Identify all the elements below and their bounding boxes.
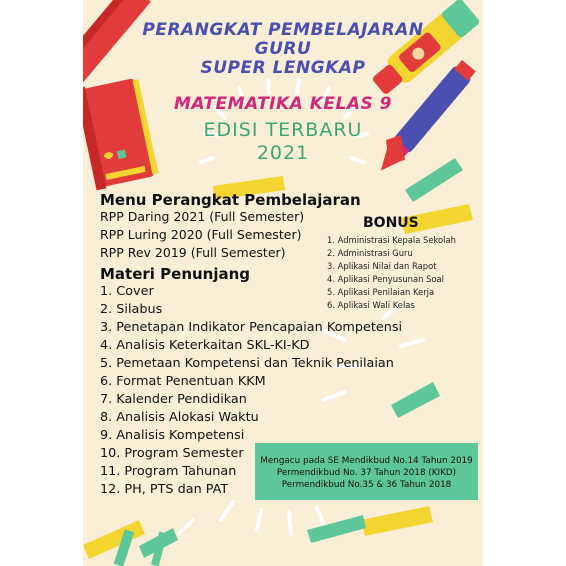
materi-item: 8. Analisis Alokasi Waktu [100, 410, 259, 425]
materi-item: 11. Program Tahunan [100, 464, 237, 479]
poster [83, 0, 483, 566]
materi-item: 2. Silabus [100, 302, 163, 317]
reference-line: Mengacu pada SE Mendikbud No.14 Tahun 2019 [260, 456, 473, 466]
reference-line: Permendikbud No. 37 Tahun 2018 (KIKD) [276, 468, 457, 478]
title-line-3: SUPER LENGKAP [200, 58, 366, 78]
materi-item: 4. Analisis Keterkaitan SKL-KI-KD [100, 338, 310, 353]
reference-box [255, 443, 478, 500]
title-line-2: GURU [254, 39, 312, 59]
menu-item: RPP Rev 2019 (Full Semester) [100, 245, 286, 260]
bonus-item: 3. Aplikasi Nilai dan Rapot [327, 261, 437, 271]
materi-item: 7. Kalender Pendidikan [100, 392, 247, 407]
materi-heading: Materi Penunjang [100, 265, 251, 283]
menu-item: RPP Daring 2021 (Full Semester) [100, 209, 305, 224]
bonus-item: 4. Aplikasi Penyusunan Soal [327, 274, 444, 284]
edition-line-1: EDISI TERBARU [203, 119, 363, 141]
materi-item: 3. Penetapan Indikator Pencapaian Kompetensi [100, 320, 403, 335]
subject-title: MATEMATIKA KELAS 9 [173, 94, 393, 114]
materi-item: 6. Format Penentuan KKM [100, 374, 266, 389]
bonus-item: 1. Administrasi Kepala Sekolah [327, 235, 456, 245]
title-line-1: PERANGKAT PEMBELAJARAN [142, 20, 424, 40]
materi-item: 12. PH, PTS dan PAT [100, 482, 229, 497]
bonus-item: 6. Aplikasi Wali Kelas [327, 300, 415, 310]
bonus-item: 2. Administrasi Guru [327, 248, 413, 258]
materi-item: 9. Analisis Kompetensi [100, 428, 245, 443]
edition-line-2: 2021 [256, 142, 310, 164]
materi-item: 5. Pemetaan Kompetensi dan Teknik Penilaian [100, 356, 394, 371]
menu-heading: Menu Perangkat Pembelajaran [100, 191, 361, 209]
materi-item: 1. Cover [100, 284, 154, 299]
materi-item: 10. Program Semester [100, 446, 244, 461]
bonus-heading: BONUS [363, 215, 419, 231]
menu-item: RPP Luring 2020 (Full Semester) [100, 227, 302, 242]
bonus-item: 5. Aplikasi Penilaian Kerja [327, 287, 435, 297]
reference-line: Permendikbud No.35 & 36 Tahun 2018 [281, 480, 452, 490]
